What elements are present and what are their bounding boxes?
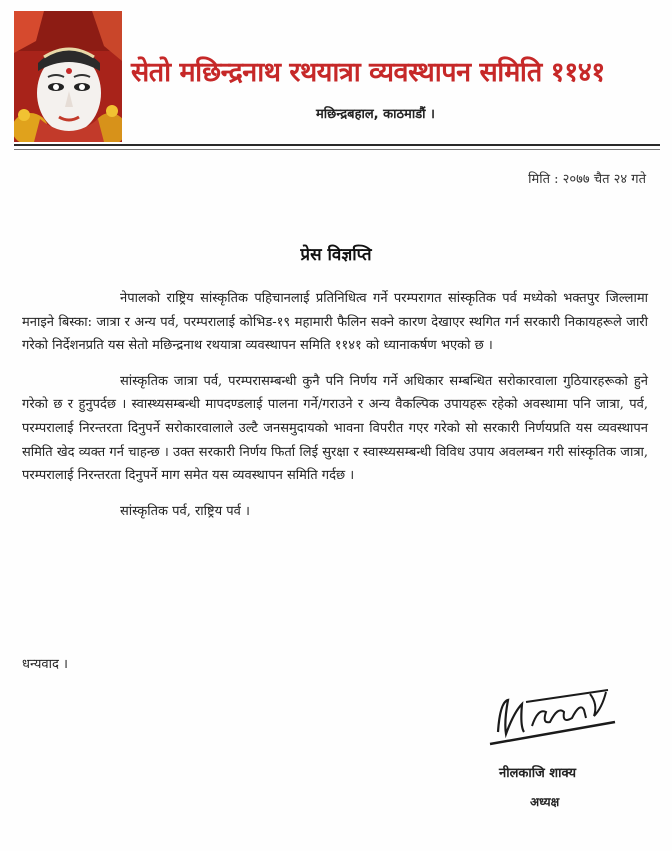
header-divider [14,144,660,146]
document-date: मिति : २०७७ चैत २४ गते [528,172,646,187]
document-body [22,287,648,535]
organization-title: सेतो मछिन्द्रनाथ रथयात्रा व्यवस्थापन समिति ११४१ [131,57,605,88]
handwritten-signature [480,682,620,754]
signatory-name: नीलकाजि शाक्य [499,766,576,781]
deity-face-logo [14,11,122,142]
body-paragraph: सांस्कृतिक पर्व, राष्ट्रिय पर्व । [120,503,250,519]
signatory-role: अध्यक्ष [530,795,560,809]
body-paragraph: नेपालको राष्ट्रिय सांस्कृतिक पहिचानलाई प्रतिनिधित्व गर्ने परम्परागत सांस्कृतिक पर्व मध्येको भक्तपुर जिल्लामा मनाइने बिस्का: जात्रा र अन्य पर्व, परम्परालाई कोभिड-१९ महामारी फैलिन सक्ने कारण देखाएर स्थगित गर्न सरकारी निकायहरूले जारी गरेको निर्देशनप्रति यस सेतो मछिन्द्रनाथ रथयात्रा व्यवस्थापन समिति ११४१ को ध्यानाकर्षण भएको छ । [22,291,648,354]
closing-text: धन्यवाद । [22,657,68,672]
header-divider-thin [14,149,660,150]
organization-address: मछिन्द्रबहाल, काठमाडौं । [316,107,435,122]
document-title: प्रेस विज्ञप्ति [300,245,372,265]
body-paragraph: सांस्कृतिक जात्रा पर्व, परम्परासम्बन्धी कुनै पनि निर्णय गर्ने अधिकार सम्बन्धित सरोकारवाला गुठियारहरूको हुने गरेको छ र हुनुपर्दछ । स्वास्थ्यसम्बन्धी मापदण्डलाई पालना गर्ने/गराउने र अन्य वैकल्पिक उपायहरू रहेको अवस्थामा पनि जात्रा, पर्व, परम्परालाई निरन्तरता दिनुपर्ने सरोकारवालाले उल्टै जनसमुदायको भावना विपरीत गएर गरेको सो सरकारी निर्णयप्रति यस व्यवस्थापन समिति खेद व्यक्त गर्न चाहन्छ । उक्त सरकारी निर्णय फिर्ता लिई सुरक्षा र स्वास्थ्यसम्बन्धी विविध उपाय अवलम्बन गरी सांस्कृतिक जात्रा, परम्परालाई निरन्तरता दिनुपर्ने माग समेत यस व्यवस्थापन समिति गर्दछ । [22,373,648,484]
